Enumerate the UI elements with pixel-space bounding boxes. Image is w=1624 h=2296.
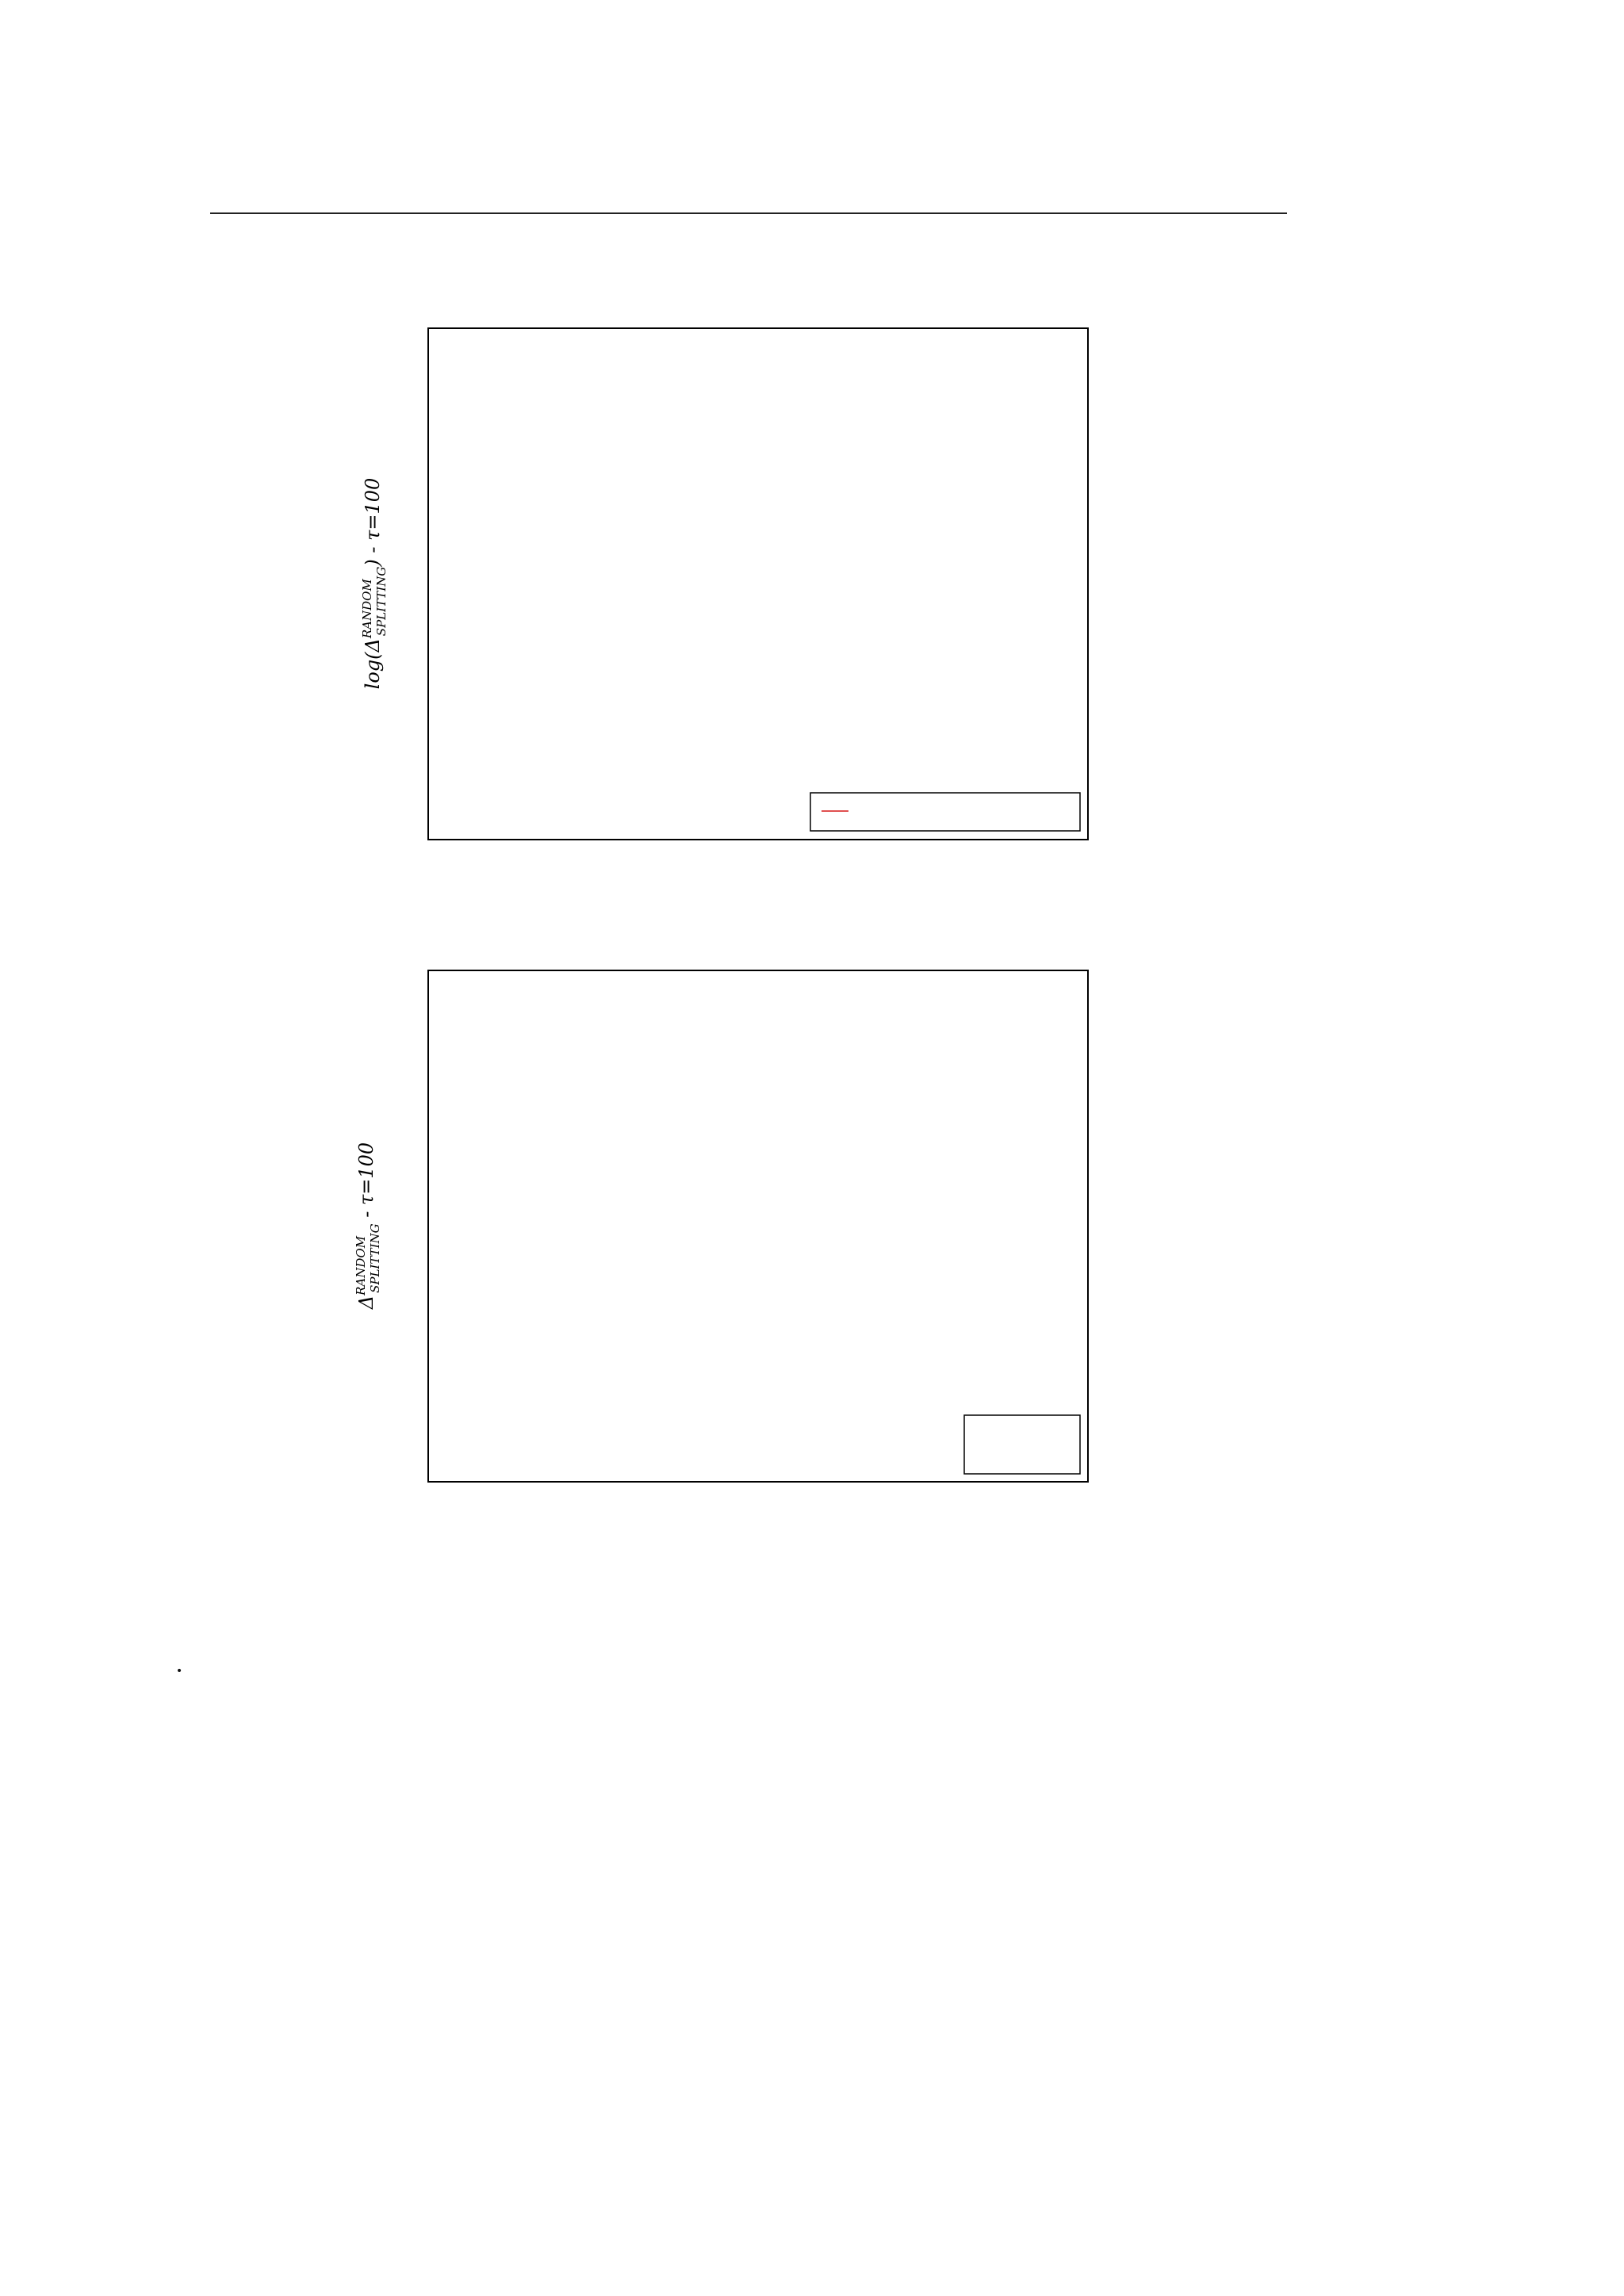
log-fit-chart	[0, 301, 1624, 920]
bottom-y-axis-label	[354, 1142, 382, 1310]
caption-paragraph-3: .	[175, 1647, 184, 1678]
linear-fit-chart	[0, 943, 1624, 1546]
running-head	[210, 173, 1287, 214]
svg-text:ΔRANDOMSPLITTING - τ=100: $\Delta^{RANDOM}SPLITTING - \tau=100$	[354, 1142, 382, 1310]
svg-text:log(ΔRANDOMSPLITTING) - τ=100: $\log(\Delta^{RANDOM}SPLITTING) - \tau=100$	[360, 477, 389, 690]
top-y-axis-label	[360, 478, 389, 690]
bottom-plot-frame	[428, 970, 1088, 1482]
caption-paragraph-1	[210, 1594, 1287, 1641]
top-legend	[810, 793, 1080, 831]
figure-caption	[175, 1594, 1287, 1689]
bottom-legend	[964, 1415, 1080, 1474]
top-plot-frame	[428, 328, 1088, 840]
